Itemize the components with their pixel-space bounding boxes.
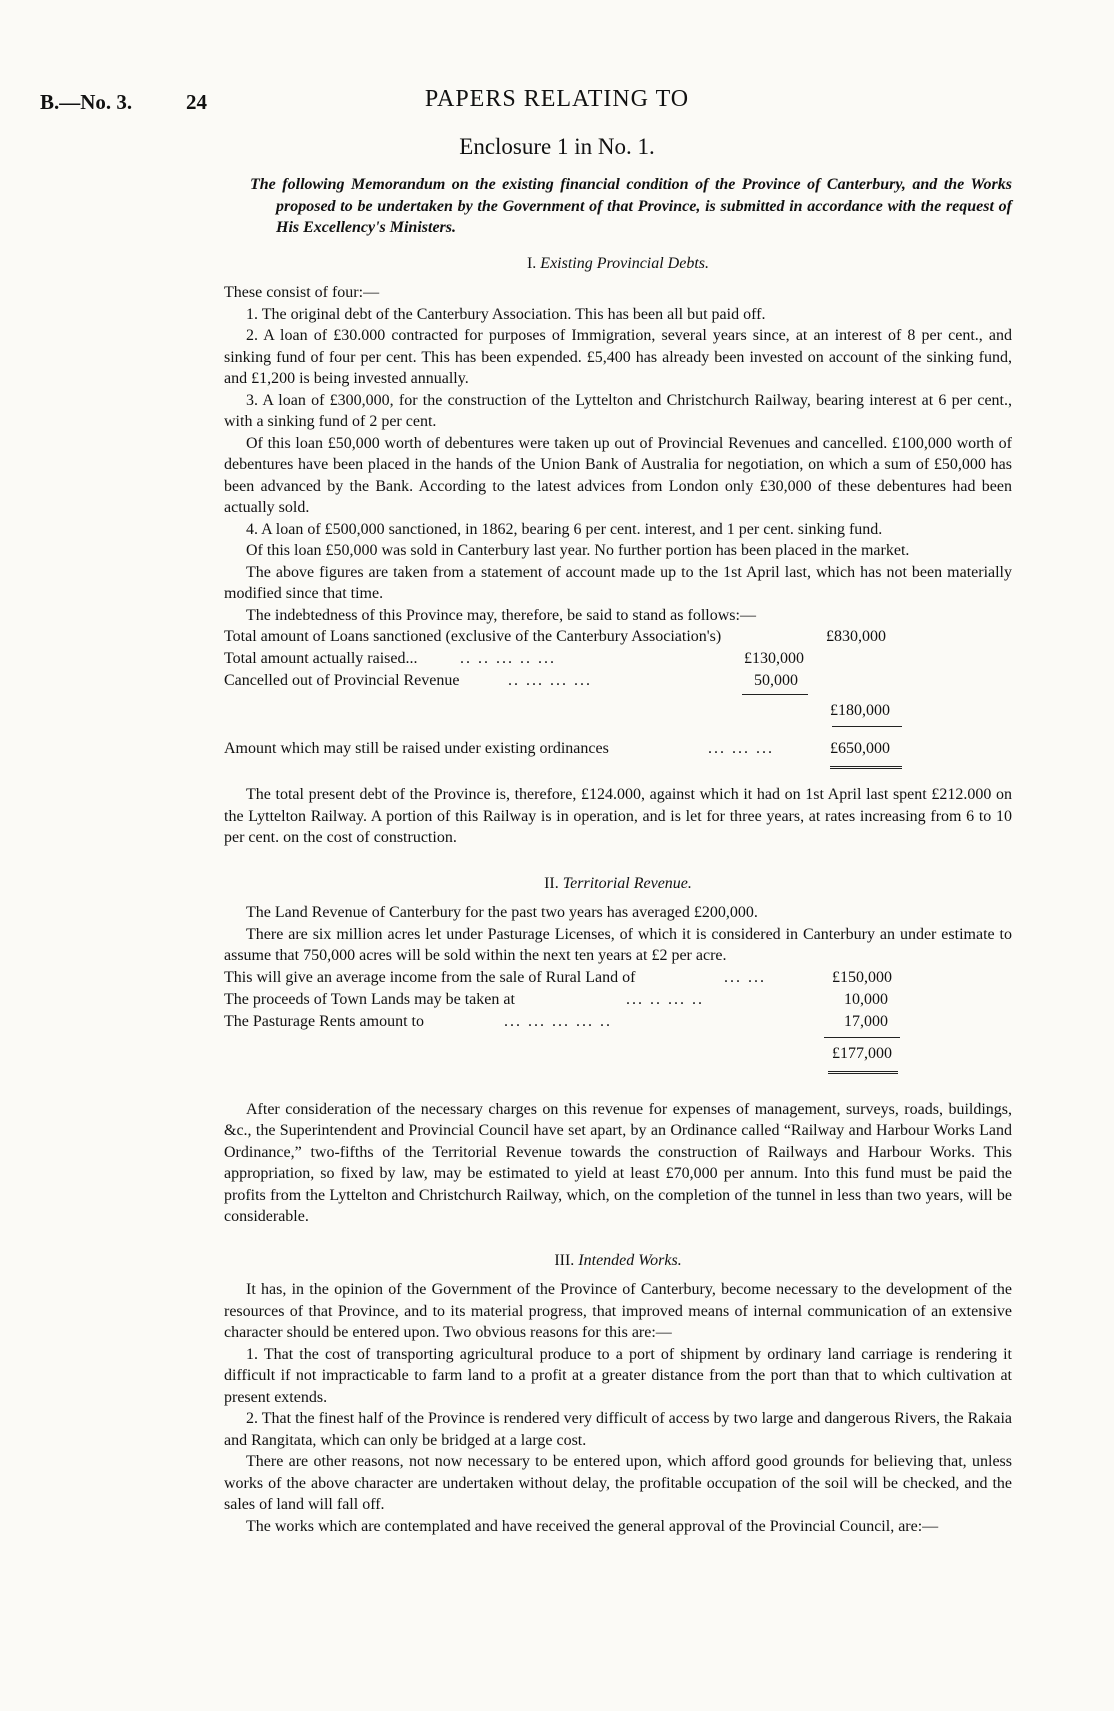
- table-row: [224, 670, 1012, 692]
- paragraph: The Land Revenue of Canterbury for the past two years has averaged £200,000.: [246, 904, 758, 921]
- paragraph: 1. The original debt of the Canterbury Association. This has been all but paid off.: [246, 305, 766, 323]
- leader-dots: ... ... ... ... ..: [504, 1012, 612, 1030]
- enclosure-heading: Enclosure 1 in No. 1.: [459, 134, 655, 159]
- paragraph: 2. A loan of £30.000 contracted for purposes of Immigration, several years since, at an interest of 8 per cent., and sinking fund of four per cent. This has been expended. £5,400 has already been invested on account of the sinking fund, and £1,200 is being invested annually.: [224, 327, 1012, 387]
- rule: [824, 1037, 900, 1038]
- section-2-title: Territorial Revenue.: [562, 874, 692, 892]
- debt-table: [224, 626, 1012, 784]
- page-number: 24: [186, 90, 207, 114]
- leader-dots: ... ... ...: [708, 740, 774, 757]
- paragraph: The total present debt of the Province is, therefore, £124.000, against which it had on 1st April last spent £212.000 on the Lyttelton Railway. A portion of this Railway is in operation, and is let for three years, at rates increasing from 6 to 10 per cent. on the cost of construction.: [224, 786, 1012, 846]
- table-row: [224, 1011, 1012, 1033]
- row-total: £830,000: [826, 628, 886, 645]
- paragraph: The works which are contemplated and have received the general approval of the Provincial Council, are:—: [246, 1517, 939, 1535]
- row-label: Total amount actually raised...: [224, 650, 418, 667]
- leader-dots: .. ... ... ...: [508, 672, 592, 689]
- row-value: 17,000: [844, 1012, 888, 1030]
- table-row: [224, 738, 1012, 764]
- section-1-number: I.: [526, 254, 537, 272]
- revenue-table: [224, 967, 1012, 1085]
- table-row: [224, 626, 1012, 648]
- paragraph: 1. That the cost of transporting agricultural produce to a port of shipment by ordinary land carriage is rendering it difficult if not impracticable to farm land to a profit at a greater distance from the port than that to which cultivation at present extends.: [224, 1345, 1012, 1406]
- paragraph: 3. A loan of £300,000, for the construction of the Lyttelton and Christchurch Railway, bearing interest at 6 per cent., with a sinking fund of 2 per cent.: [224, 391, 1012, 430]
- row-label: The Pasturage Rents amount to: [224, 1012, 424, 1030]
- rule: [742, 694, 808, 695]
- row-value: £130,000: [744, 650, 804, 667]
- section-3-number: III.: [554, 1251, 575, 1269]
- row-total: £650,000: [830, 740, 890, 757]
- table-row: [224, 1033, 1012, 1065]
- row-value: 50,000: [754, 672, 798, 689]
- spacer-row: [224, 1065, 1012, 1085]
- table-row: [224, 648, 1012, 670]
- running-title: PAPERS RELATING TO: [424, 86, 690, 112]
- paragraph: Of this loan £50,000 worth of debentures were taken up out of Provincial Revenues and cancelled. £100,000 worth of debentures have been placed in the hands of the Union Bank of Australia for negotiation, on which a sum of £50,000 has been advanced by the Bank. According to the latest advices from London only £30,000 of these debentures had been actually sold.: [224, 434, 1012, 516]
- paragraph: 2. That the finest half of the Province is rendered very difficult of access by two large and dangerous Rivers, the Rakaia and Rangitata, which can only be bridged at a large cost.: [224, 1410, 1012, 1449]
- double-rule: [830, 766, 902, 769]
- rule: [832, 726, 902, 727]
- section-1-title: Existing Provincial Debts.: [540, 254, 710, 272]
- row-value: 10,000: [844, 990, 888, 1008]
- spacer-row: [224, 722, 1012, 738]
- row-label: Total amount of Loans sanctioned (exclusive of the Canterbury Association's): [224, 628, 722, 645]
- series-label: B.—No. 3.: [40, 90, 133, 114]
- paragraph: These consist of four:—: [224, 284, 380, 301]
- leader-dots: ... ...: [724, 968, 766, 986]
- paragraph: The above figures are taken from a statement of account made up to the 1st April last, which has not been materially modified since that time.: [224, 563, 1012, 602]
- row-label: Cancelled out of Provincial Revenue: [224, 672, 460, 689]
- table-row: [224, 967, 1012, 989]
- row-label: This will give an average income from the sale of Rural Land of: [224, 968, 636, 986]
- paragraph: The indebtedness of this Province may, therefore, be said to stand as follows:—: [246, 606, 756, 624]
- document-body: [224, 174, 1012, 1537]
- paragraph: There are six million acres let under Pasturage Licenses, of which it is considered in Canterbury an under estimate to assume that 750,000 acres will be sold within the next ten years at £2 per acre.: [224, 925, 1012, 964]
- row-value: £150,000: [832, 968, 892, 986]
- section-heading-3: [224, 1250, 1012, 1272]
- leader-dots: ... .. ... ..: [626, 990, 704, 1008]
- row-label: The proceeds of Town Lands may be taken at: [224, 990, 515, 1008]
- paragraph: There are other reasons, not now necessary to be entered upon, which afford good grounds for believing that, unless works of the above character are undertaken without delay, the profitable occupation of the soil will be checked, and the sales of land will fall off.: [224, 1453, 1012, 1513]
- double-rule: [828, 1071, 898, 1074]
- paragraph: 4. A loan of £500,000 sanctioned, in 1862, bearing 6 per cent. interest, and 1 per cent. sinking fund.: [246, 520, 883, 538]
- section-3-title: Intended Works.: [578, 1251, 682, 1269]
- spacer-row: [224, 764, 1012, 784]
- paragraph: After consideration of the necessary charges on this revenue for expenses of management, surveys, roads, buildings, &c., the Superintendent and Provincial Council have set apart, by an Ordinance called “Railway and Harbour Works Land Ordinance,” two-fifths of the Territorial Revenue towards the construction of Railways and Harbour Works. This appropriation, so fixed by law, may be estimated to yield at least £70,000 per annum. Into this fund must be paid the profits from the Lyttelton and Christchurch Railway, which, on the completion of the tunnel in less than two years, will be considerable.: [224, 1100, 1012, 1225]
- table-row: [224, 692, 1012, 722]
- table-row: [224, 989, 1012, 1011]
- section-heading-1: [224, 253, 1012, 275]
- section-heading-2: [224, 873, 1012, 895]
- leader-dots: .. .. ... .. ...: [460, 650, 556, 667]
- row-label: Amount which may still be raised under existing ordinances: [224, 740, 609, 757]
- row-total: £177,000: [832, 1044, 892, 1062]
- paragraph: It has, in the opinion of the Government of the Province of Canterbury, become necessary to the development of the resources of that Province, and to its material progress, that improved means of internal communication of an extensive character should be entered upon. Two obvious reasons for this are:—: [224, 1281, 1012, 1341]
- section-2-number: II.: [544, 874, 559, 892]
- row-total: £180,000: [830, 702, 890, 719]
- intro-paragraph: The following Memorandum on the existing financial condition of the Province of Canterbury, and the Works proposed to be undertaken by the Government of that Province, is submitted in accordance with the request of His Excellency's Ministers.: [250, 176, 1012, 236]
- paragraph: Of this loan £50,000 was sold in Canterbury last year. No further portion has been placed in the market.: [246, 542, 910, 559]
